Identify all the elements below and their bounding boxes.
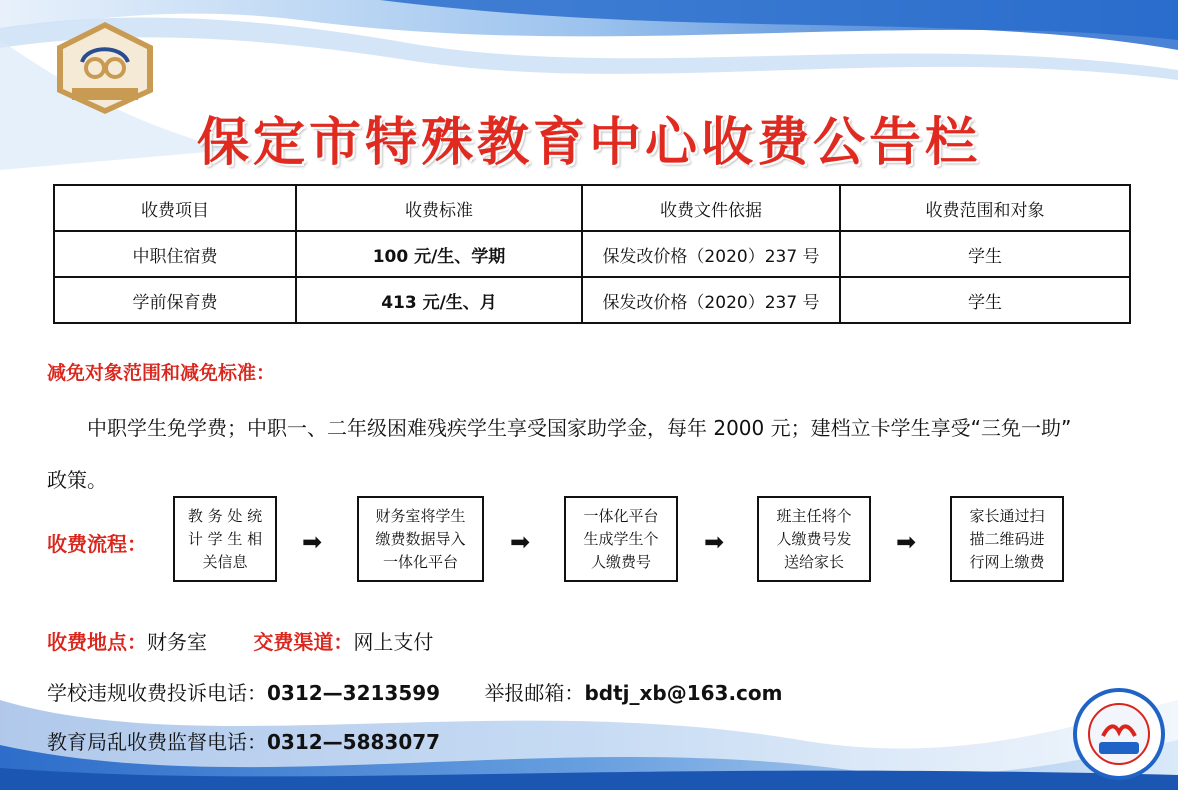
table-header-cell: 收费项目: [54, 185, 296, 231]
school-logo-bottom: [1073, 686, 1165, 782]
step-line: 财务室将学生: [375, 506, 466, 525]
step-line: 关信息: [202, 552, 248, 571]
step-line: 生成学生个: [583, 529, 659, 548]
process-step-3: [564, 496, 678, 582]
table-cell: 413 元/生、月: [296, 277, 582, 323]
email-value: bdtj_xb@163.com: [584, 681, 783, 705]
table-cell: 学前保育费: [54, 277, 296, 323]
process-label: 收费流程：: [47, 532, 147, 556]
step-line: 教 务 处 统: [187, 506, 263, 525]
complaint-phone: 0312—3213599: [267, 681, 441, 705]
step-line: 一体化平台: [382, 552, 458, 571]
step-line: 一体化平台: [583, 506, 659, 525]
process-step-1: [173, 496, 277, 582]
supervision-label: 教育局乱收费监督电话：: [47, 730, 267, 754]
table-cell: 100 元/生、学期: [296, 231, 582, 277]
reduction-title: 减免对象范围和减免标准：: [47, 362, 276, 384]
step-line: 人缴费号发: [776, 529, 852, 548]
step-line: 描二维码进: [969, 529, 1045, 548]
process-step-2: [357, 496, 484, 582]
table-header-row: [54, 185, 1130, 231]
table-row: [54, 231, 1130, 277]
channel-value: 网上支付: [353, 630, 434, 654]
supervision-line: [47, 726, 440, 755]
process-step-5: [950, 496, 1064, 582]
location-value: 财务室: [147, 630, 207, 654]
step-line: 缴费数据导入: [375, 529, 466, 548]
table-cell: 学生: [840, 277, 1130, 323]
complaint-line: [47, 677, 782, 706]
arrow-icon: ➡: [704, 528, 725, 556]
process-step-4: [757, 496, 871, 582]
table-cell: 保发改价格（2020）237 号: [582, 277, 840, 323]
arrow-icon: ➡: [510, 528, 531, 556]
location-channel-line: [47, 626, 433, 655]
complaint-label: 学校违规收费投诉电话：: [47, 681, 267, 705]
step-line: 行网上缴费: [969, 552, 1045, 571]
step-line: 送给家长: [783, 552, 844, 571]
location-label: 收费地点：: [47, 630, 147, 654]
email-label: 举报邮箱：: [484, 681, 585, 705]
arrow-icon: ➡: [896, 528, 917, 556]
table-cell: 学生: [840, 231, 1130, 277]
fee-table: [53, 184, 1131, 324]
step-line: 班主任将个: [776, 506, 852, 525]
page-title: 保定市特殊教育中心收费公告栏: [196, 113, 981, 173]
table-header-cell: 收费标准: [296, 185, 582, 231]
table-header-cell: 收费文件依据: [582, 185, 840, 231]
step-line: 计 学 生 相: [187, 529, 263, 548]
reduction-text-cont: 政策。: [47, 468, 107, 492]
table-row: [54, 277, 1130, 323]
step-line: 家长通过扫: [969, 506, 1045, 525]
table-cell: 中职住宿费: [54, 231, 296, 277]
channel-label: 交费渠道：: [253, 630, 354, 654]
table-header-cell: 收费范围和对象: [840, 185, 1130, 231]
supervision-phone: 0312—5883077: [267, 730, 441, 754]
step-line: 人缴费号: [590, 552, 651, 571]
reduction-text: 中职学生免学费；中职一、二年级困难残疾学生享受国家助学金，每年 2000 元；建档立卡学生享受“三免一助”: [87, 416, 1072, 440]
arrow-icon: ➡: [302, 528, 323, 556]
table-cell: 保发改价格（2020）237 号: [582, 231, 840, 277]
reduction-paragraph: [47, 402, 1137, 506]
